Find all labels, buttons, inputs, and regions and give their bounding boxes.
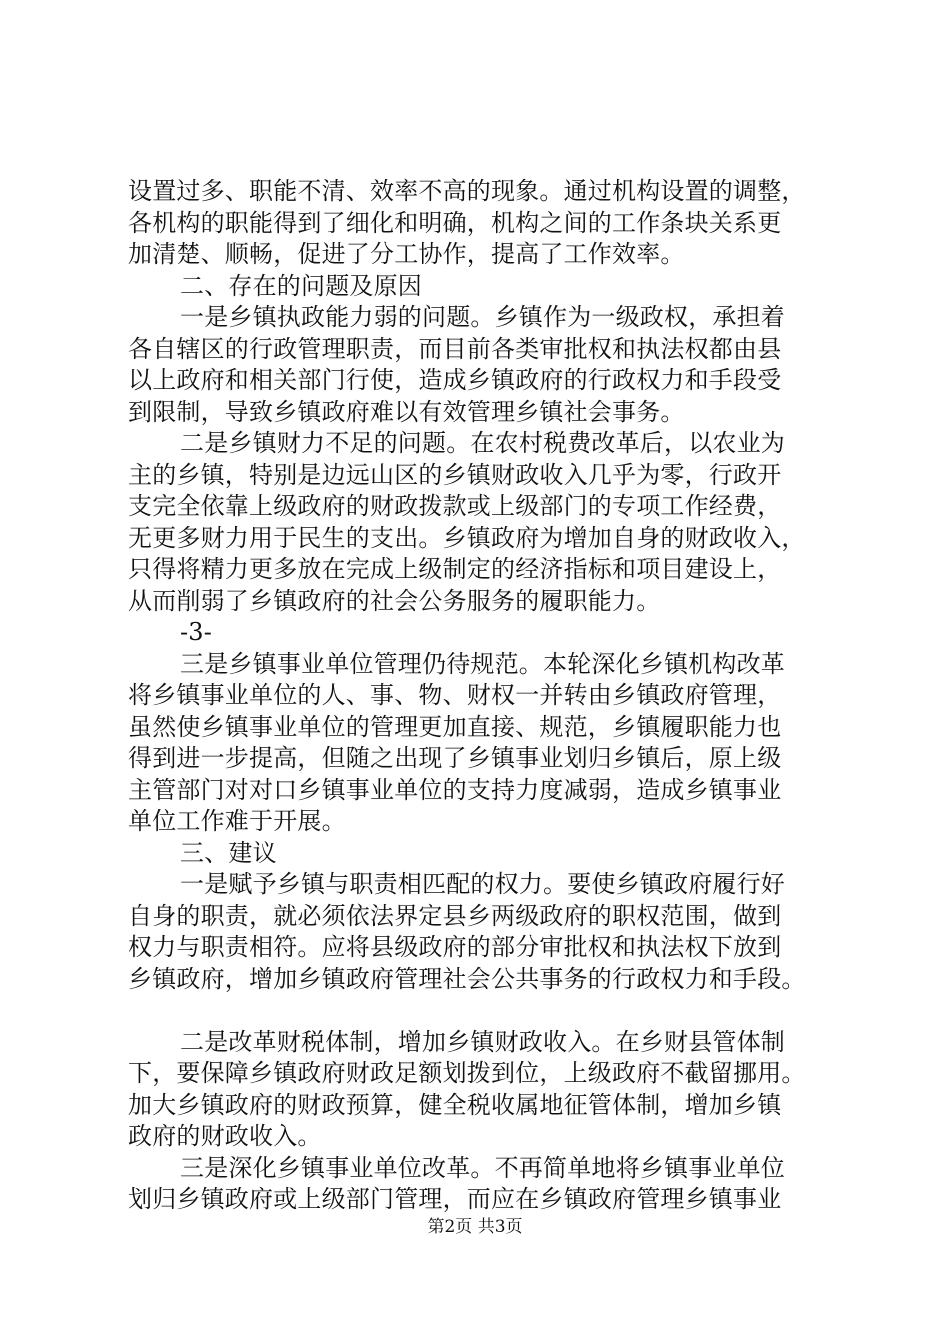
text-line: 从而削弱了乡镇政府的社会公务服务的履职能力。 [128, 586, 661, 615]
text-line: 一是赋予乡镇与职责相匹配的权力。要使乡镇政府履行好 [180, 870, 785, 898]
text-line: 下，要保障乡镇政府财政足额划拨到位，上级政府不截留挪用。 [128, 1059, 806, 1087]
text-line: 政府的财政收入。 [128, 1122, 322, 1150]
section-heading: 三、建议 [180, 838, 277, 867]
text-line: 将乡镇事业单位的人、事、物、财权一并转由乡镇政府管理， [128, 681, 782, 709]
page-marker: -3- [180, 618, 213, 646]
text-line: 单位工作难于开展。 [128, 807, 346, 835]
text-line: 以上政府和相关部门行使，造成乡镇政府的行政权力和手段受 [128, 366, 782, 394]
text-line: 自身的职责，就必须依法界定县乡两级政府的职权范围，做到 [128, 901, 782, 930]
text-line: 主管部门对对口乡镇事业单位的支持力度减弱，造成乡镇事业 [128, 775, 782, 804]
blank-line [128, 995, 848, 1027]
text-line: 三是乡镇事业单位管理仍待规范。本轮深化乡镇机构改革 [180, 649, 785, 678]
text-line: 只得将精力更多放在完成上级制定的经济指标和项目建设上， [128, 555, 782, 583]
text-line: 各机构的职能得到了细化和明确，机构之间的工作条块关系更 [128, 208, 782, 237]
page-footer: 第2页 共3页 [427, 1217, 523, 1237]
text-line: 各自辖区的行政管理职责，而目前各类审批权和执法权都由县 [128, 334, 782, 363]
text-line: 得到进一步提高，但随之出现了乡镇事业划归乡镇后，原上级 [128, 744, 782, 772]
text-line: 主的乡镇，特别是边远山区的乡镇财政收入几乎为零，行政开 [128, 460, 782, 489]
text-line: 虽然使乡镇事业单位的管理更加直接、规范，乡镇履职能力也 [128, 712, 782, 741]
text-line: 乡镇政府，增加乡镇政府管理社会公共事务的行政权力和手段。 [128, 964, 806, 993]
text-line: 支完全依靠上级政府的财政拨款或上级部门的专项工作经费， [128, 492, 782, 520]
text-line: 三是深化乡镇事业单位改革。不再简单地将乡镇事业单位 [180, 1153, 785, 1182]
text-line: 一是乡镇执政能力弱的问题。乡镇作为一级政权，承担着 [180, 303, 785, 331]
text-line: 二是改革财税体制，增加乡镇财政收入。在乡财县管体制 [180, 1027, 785, 1056]
text-line: 加清楚、顺畅，促进了分工协作，提高了工作效率。 [128, 240, 685, 268]
text-line: 划归乡镇政府或上级部门管理，而应在乡镇政府管理乡镇事业 [128, 1185, 782, 1213]
section-heading: 二、存在的问题及原因 [180, 271, 422, 300]
text-line: 加大乡镇政府的财政预算，健全税收属地征管体制，增加乡镇 [128, 1090, 782, 1119]
text-line: 设置过多、职能不清、效率不高的现象。通过机构设置的调整， [128, 177, 806, 205]
text-line: 权力与职责相符。应将县级政府的部分审批权和执法权下放到 [128, 933, 782, 961]
text-line: 无更多财力用于民生的支出。乡镇政府为增加自身的财政收入， [128, 523, 806, 552]
body-text [128, 176, 848, 1216]
text-line: 到限制，导致乡镇政府难以有效管理乡镇社会事务。 [128, 397, 685, 426]
text-line: 二是乡镇财力不足的问题。在农村税费改革后，以农业为 [180, 429, 785, 457]
